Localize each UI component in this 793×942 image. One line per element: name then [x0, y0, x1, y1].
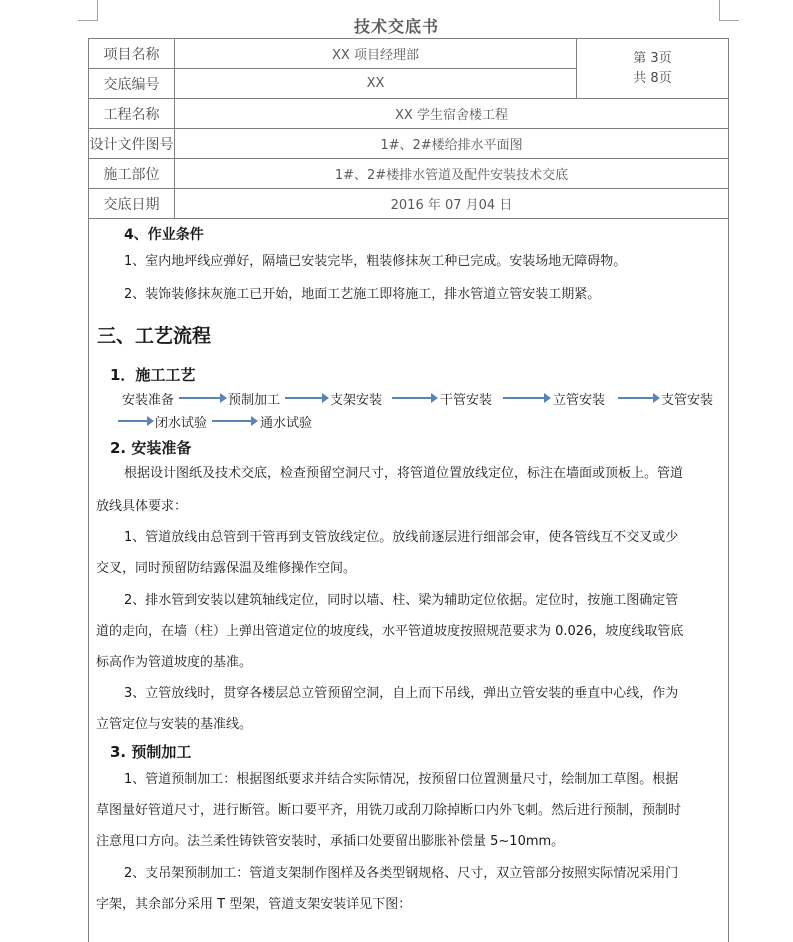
paragraph: 1、管道预制加工：根据图纸要求并结合实际情况，按预留口位置测量尺寸，绘制加工草图。根据 [124, 772, 679, 787]
drawing-label: 设计文件图号 [89, 129, 175, 159]
paragraph: 草图量好管道尺寸，进行断管。断口要平齐，用铣刀或刮刀除掉断口内外飞刺。然后进行预制，预制时 [96, 803, 682, 818]
doc-no-value: XX [175, 69, 577, 99]
section-3-title: 三、工艺流程 [97, 325, 212, 347]
paragraph: 交叉，同时预留防结露保温及维修操作空间。 [96, 561, 357, 576]
table-row [89, 129, 729, 159]
flow-step: 闭水试验 [155, 416, 208, 431]
flow-step: 通水试验 [260, 416, 313, 431]
drawing-value: 1#、2#楼给排水平面图 [175, 129, 729, 159]
flow-step: 支管安装 [661, 393, 714, 408]
paragraph: 2、排水管到安装以建筑轴线定位，同时以墙、柱、梁为辅助定位依据。定位时，按施工图确定管 [124, 593, 679, 608]
table-row [89, 39, 729, 69]
subsection-1-title: 1．施工工艺 [110, 366, 196, 384]
project-name-label: 项目名称 [89, 39, 175, 69]
page-current: 第 3页 [633, 50, 672, 66]
flow-step: 预制加工 [228, 393, 281, 408]
paragraph: 3、立管放线时，贯穿各楼层总立管预留空洞，自上而下吊线，弹出立管安装的垂直中心线，作为 [124, 686, 679, 701]
page-info [577, 39, 729, 99]
paragraph: 1、管道放线由总管到干管再到支管放线定位。放线前逐层进行细部会审，使各管线互不交叉或少 [124, 530, 679, 545]
paragraph: 字架，其余部分采用 T 型架，管道支架安装详见下图： [96, 897, 412, 912]
date-label: 交底日期 [89, 189, 175, 219]
doc-no-label: 交底编号 [89, 69, 175, 99]
paragraph: 2、装饰装修抹灰施工已开始，地面工艺施工即将施工，排水管道立管安装工期紧。 [124, 287, 601, 302]
flow-arrow [618, 393, 660, 403]
date-value: 2016 年 07 月04 日 [175, 189, 729, 219]
table-row [89, 99, 729, 129]
eng-name-label: 工程名称 [89, 99, 175, 129]
section-4-title: 4、作业条件 [124, 227, 204, 243]
document-title: 技术交底书 [353, 17, 439, 36]
flow-arrow [179, 393, 227, 403]
paragraph: 注意甩口方向。法兰柔性铸铁管安装时，承插口处要留出膨胀补偿量 5~10mm。 [96, 834, 565, 849]
eng-name-value: XX 学生宿舍楼工程 [175, 99, 729, 129]
flow-step: 支架安装 [330, 393, 383, 408]
table-row [89, 159, 729, 189]
header-table [88, 38, 729, 219]
paragraph: 放线具体要求： [96, 499, 188, 514]
flow-arrow [285, 393, 329, 403]
paragraph: 立管定位与安装的基准线。 [96, 717, 253, 732]
flow-step: 干管安装 [440, 393, 493, 408]
table-row [89, 189, 729, 219]
paragraph: 道的走向，在墙（柱）上弹出管道定位的坡度线，水平管道坡度按照规范要求为 0.026，坡度线取管底 [96, 624, 684, 639]
paragraph: 根据设计图纸及技术交底，检查预留空洞尺寸，将管道位置放线定位，标注在墙面或顶板上。管道 [124, 466, 684, 481]
project-name-value: XX 项目经理部 [175, 39, 577, 69]
subsection-2-title: 2. 安装准备 [110, 439, 192, 457]
flow-arrow [503, 393, 551, 403]
flow-arrow [118, 416, 154, 426]
flow-step: 安装准备 [122, 393, 175, 408]
paragraph: 1、室内地坪线应弹好，隔墙已安装完毕，粗装修抹灰工种已完成。安装场地无障碍物。 [124, 254, 627, 269]
page-total: 共 8页 [633, 70, 672, 86]
flow-arrow [212, 416, 258, 426]
subsection-3-title: 3. 预制加工 [110, 743, 192, 761]
part-value: 1#、2#楼排水管道及配件安装技术交底 [175, 159, 729, 189]
part-label: 施工部位 [89, 159, 175, 189]
paragraph: 2、支吊架预制加工：管道支架制作图样及各类型钢规格、尺寸，双立管部分按照实际情况采用门 [124, 866, 679, 881]
paragraph: 标高作为管道坡度的基准。 [96, 655, 253, 670]
flow-step: 立管安装 [553, 393, 606, 408]
flow-arrow [392, 393, 438, 403]
